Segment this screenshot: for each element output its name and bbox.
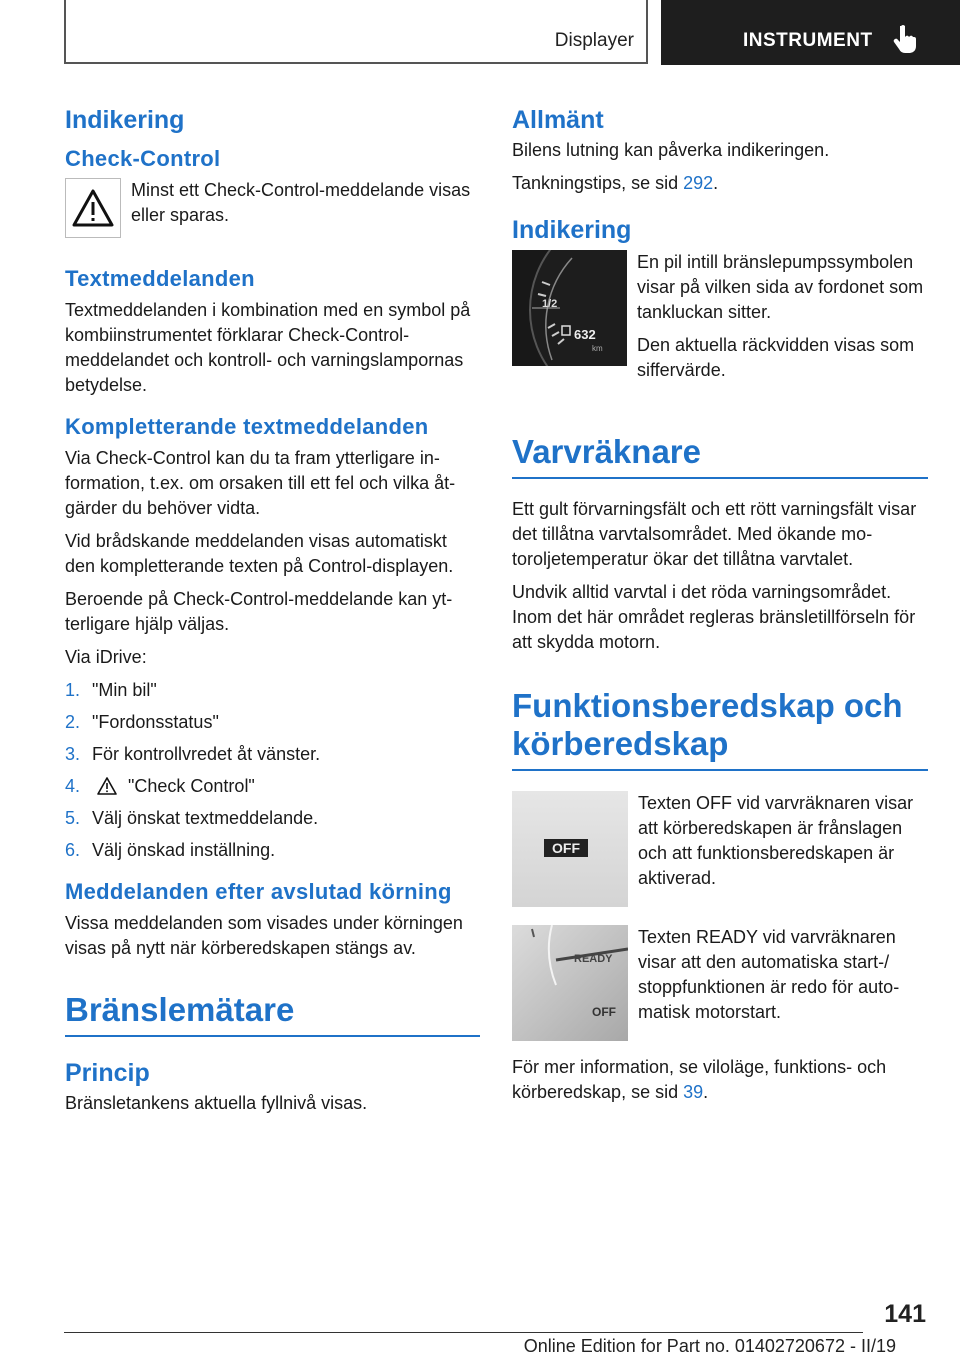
gauge-unit-label: km (592, 344, 603, 353)
textmeddelanden-text: Textmeddelanden i kombination med en symbol på kombiinstrumentet förklarar Check-Control-meddelandet och kontroll- och varningslampornas betydelse. (65, 300, 471, 395)
warning-triangle-image (65, 178, 121, 238)
ready-block (512, 925, 928, 1041)
page-link-39[interactable]: 39 (683, 1082, 704, 1102)
heading-check-control: Check-Control (65, 146, 221, 171)
right-column (512, 98, 928, 1113)
off-badge: OFF (544, 839, 588, 857)
ready-text: Texten READY vid varvräknaren visar att den automatiska start-/ stoppfunktionen är redo för automatisk motorstart. (638, 927, 900, 1022)
gauge-half-label: 1/2 (542, 298, 558, 310)
list-item: 3. För kontrollvredet åt vänster. (65, 744, 321, 764)
allmant-p2: Tankningstips, se sid 292. (512, 173, 719, 193)
list-item: 6. Välj önskad inställning. (65, 840, 276, 860)
indikering-p1: En pil intill bränslepumpssymbolen visar på vilken sida av fordonet som tankluckan sitter. (637, 252, 924, 322)
list-item: 5. Välj önskat textmeddelande. (65, 808, 319, 828)
princip-text: Bränsletankens aktuella fyllnivå visas. (65, 1093, 368, 1113)
page-number: 141 (884, 1300, 926, 1328)
heading-varvraknare: Varvräknare (512, 433, 928, 479)
meddelanden-efter-text: Vissa meddelanden som visades under körningen visas på nytt när körberedskapen stängs av. (65, 913, 463, 958)
kompletterande-p4: Via iDrive: (65, 647, 147, 667)
tachometer-arc-icon (512, 925, 628, 1041)
indikering-p2: Den aktuella räckvidden visas som siffervärde. (637, 335, 915, 380)
header-section-tab (64, 0, 648, 64)
mer-information: För mer information, se viloläge, funktions- och körberedskap, se sid 39. (512, 1057, 887, 1102)
page-link-292[interactable]: 292 (683, 173, 714, 193)
heading-kompletterande: Kompletterande textmeddelanden (65, 414, 429, 439)
kompletterande-p1: Via Check-Control kan du ta fram ytterligare information, t.ex. om orsaken till ett fel och vilka åtgärder du behöver vidta. (65, 448, 456, 518)
allmant-p1: Bilens lutning kan påverka indikeringen. (512, 140, 830, 160)
heading-princip: Princip (65, 1059, 150, 1087)
off-display-image (512, 791, 628, 907)
ready-off-label: OFF (592, 1005, 616, 1019)
ready-display-image (512, 925, 628, 1041)
footer-divider (64, 1332, 863, 1333)
header-chapter-label: INSTRUMENT (743, 30, 873, 51)
fuel-gauge-block (512, 250, 928, 391)
heading-textmeddelanden: Textmeddelanden (65, 266, 255, 291)
kompletterande-p3: Beroende på Check-Control-meddelande kan ytterligare hjälp väljas. (65, 589, 453, 634)
header-section-label: Displayer (554, 30, 634, 51)
off-block (512, 791, 928, 907)
gauge-range-value: 632 (574, 327, 596, 342)
list-item: 4. "Check Control" (65, 776, 255, 796)
warning-triangle-icon (71, 188, 115, 228)
varvraknare-p1: Ett gult förvarningsfält och ett rött varningsfält visar det tillåtna varvtalsområdet. Med ökande motoroljetemperatur ökar det tillåtna varvtalet. (512, 499, 917, 569)
left-column (65, 98, 480, 1124)
varvraknare-p2: Undvik alltid varvtal i det röda varningsområdet. Inom det här området regleras bränsletillförseln för att skydda motorn. (512, 582, 916, 652)
heading-funktionsberedskap: Funktionsberedskap och körberedskap (512, 687, 928, 771)
check-control-block (65, 178, 480, 238)
heading-branslematare: Bränslemätare (65, 991, 480, 1037)
list-item: 2. "Fordonsstatus" (65, 712, 219, 732)
kompletterande-p2: Vid brådskande meddelanden visas automatiskt den kompletterande texten på Control-displayen. (65, 531, 454, 576)
off-text: Texten OFF vid varvräknaren visar att körberedskapen är frånslagen och att funktionsberedskapen är aktiverad. (638, 793, 914, 888)
footer-edition: Online Edition for Part no. 01402720672 - II/19 (523, 1336, 896, 1356)
warning-triangle-icon (96, 776, 118, 796)
fuel-gauge-image (512, 250, 627, 366)
pointing-hand-icon (893, 24, 919, 54)
heading-allmant: Allmänt (512, 106, 604, 134)
heading-indikering: Indikering (65, 106, 185, 134)
header-chapter-tab (661, 0, 960, 65)
ready-badge: READY (574, 953, 613, 965)
heading-indikering-fuel: Indikering (512, 216, 632, 244)
fuel-gauge-text (637, 250, 928, 391)
check-control-text: Minst ett Check-Control-meddelande visas eller sparas. (131, 180, 471, 225)
list-item: 1. "Min bil" (65, 680, 157, 700)
idrive-steps-list (65, 678, 480, 863)
fuel-gauge-dial-icon (512, 250, 627, 366)
heading-meddelanden-efter: Meddelanden efter avslutad körning (65, 879, 452, 904)
